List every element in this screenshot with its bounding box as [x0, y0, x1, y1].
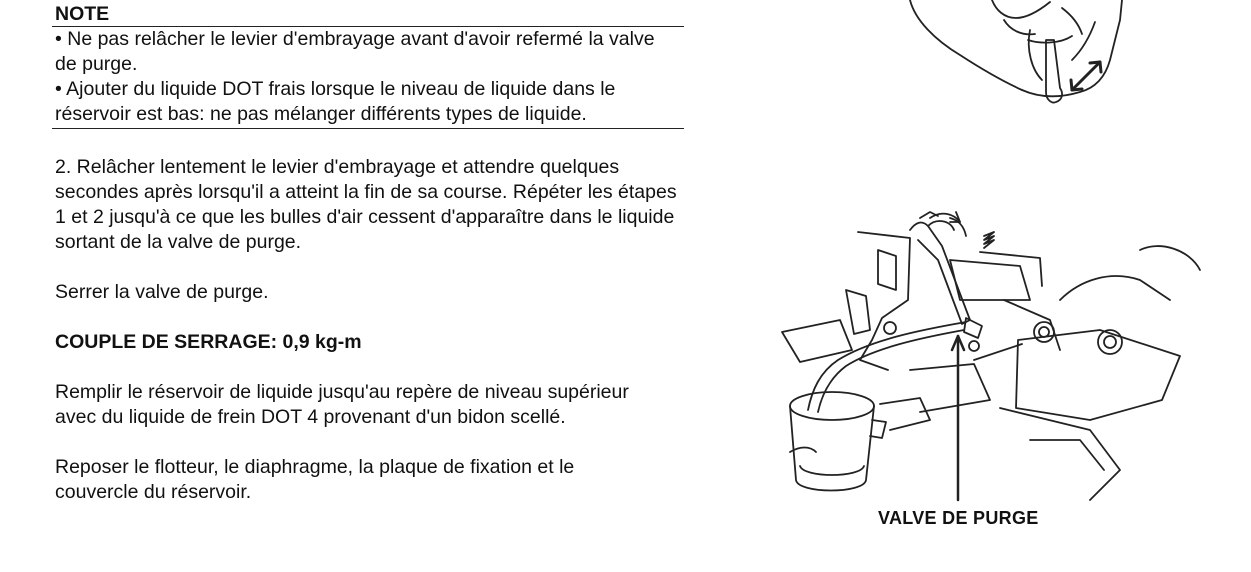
reinstall-parts-text: Reposer le flotteur, le diaphragme, la plaque de fixation et le couvercle du réservoir.	[55, 456, 575, 503]
engine-bleed-drawing	[782, 212, 1200, 500]
tighten-valve-text: Serrer la valve de purge.	[55, 281, 269, 303]
note-box	[52, 0, 684, 129]
note-body	[52, 27, 684, 127]
hand-lever-drawing	[910, 0, 1122, 103]
instructions-column	[52, 0, 684, 505]
note-bullet-add-fluid: • Ajouter du liquide DOT frais lorsque le niveau de liquide dans le réservoir est bas: ne pas mélanger différents types de liquide.	[55, 78, 616, 125]
bleeding-illustration	[760, 0, 1251, 572]
note-title: NOTE	[52, 0, 684, 27]
step-2-text: 2. Relâcher lentement le levier d'embrayage et attendre quelques secondes après lorsqu'il a atteint la fin de sa course. Répéter les étapes 1 et 2 jusqu'à ce que les bulles d'air cessent d'apparaître dans le liquide sortant de la valve de purge.	[55, 156, 677, 253]
torque-spec: COUPLE DE SERRAGE: 0,9 kg-m	[55, 331, 362, 353]
bleed-valve-caption: VALVE DE PURGE	[878, 508, 1039, 528]
note-bullet-release-lever: • Ne pas relâcher le levier d'embrayage avant d'avoir refermé la valve de purge.	[55, 28, 655, 75]
refill-reservoir-text: Remplir le réservoir de liquide jusqu'au repère de niveau supérieur avec du liquide de frein DOT 4 provenant d'un bidon scellé.	[55, 381, 629, 428]
